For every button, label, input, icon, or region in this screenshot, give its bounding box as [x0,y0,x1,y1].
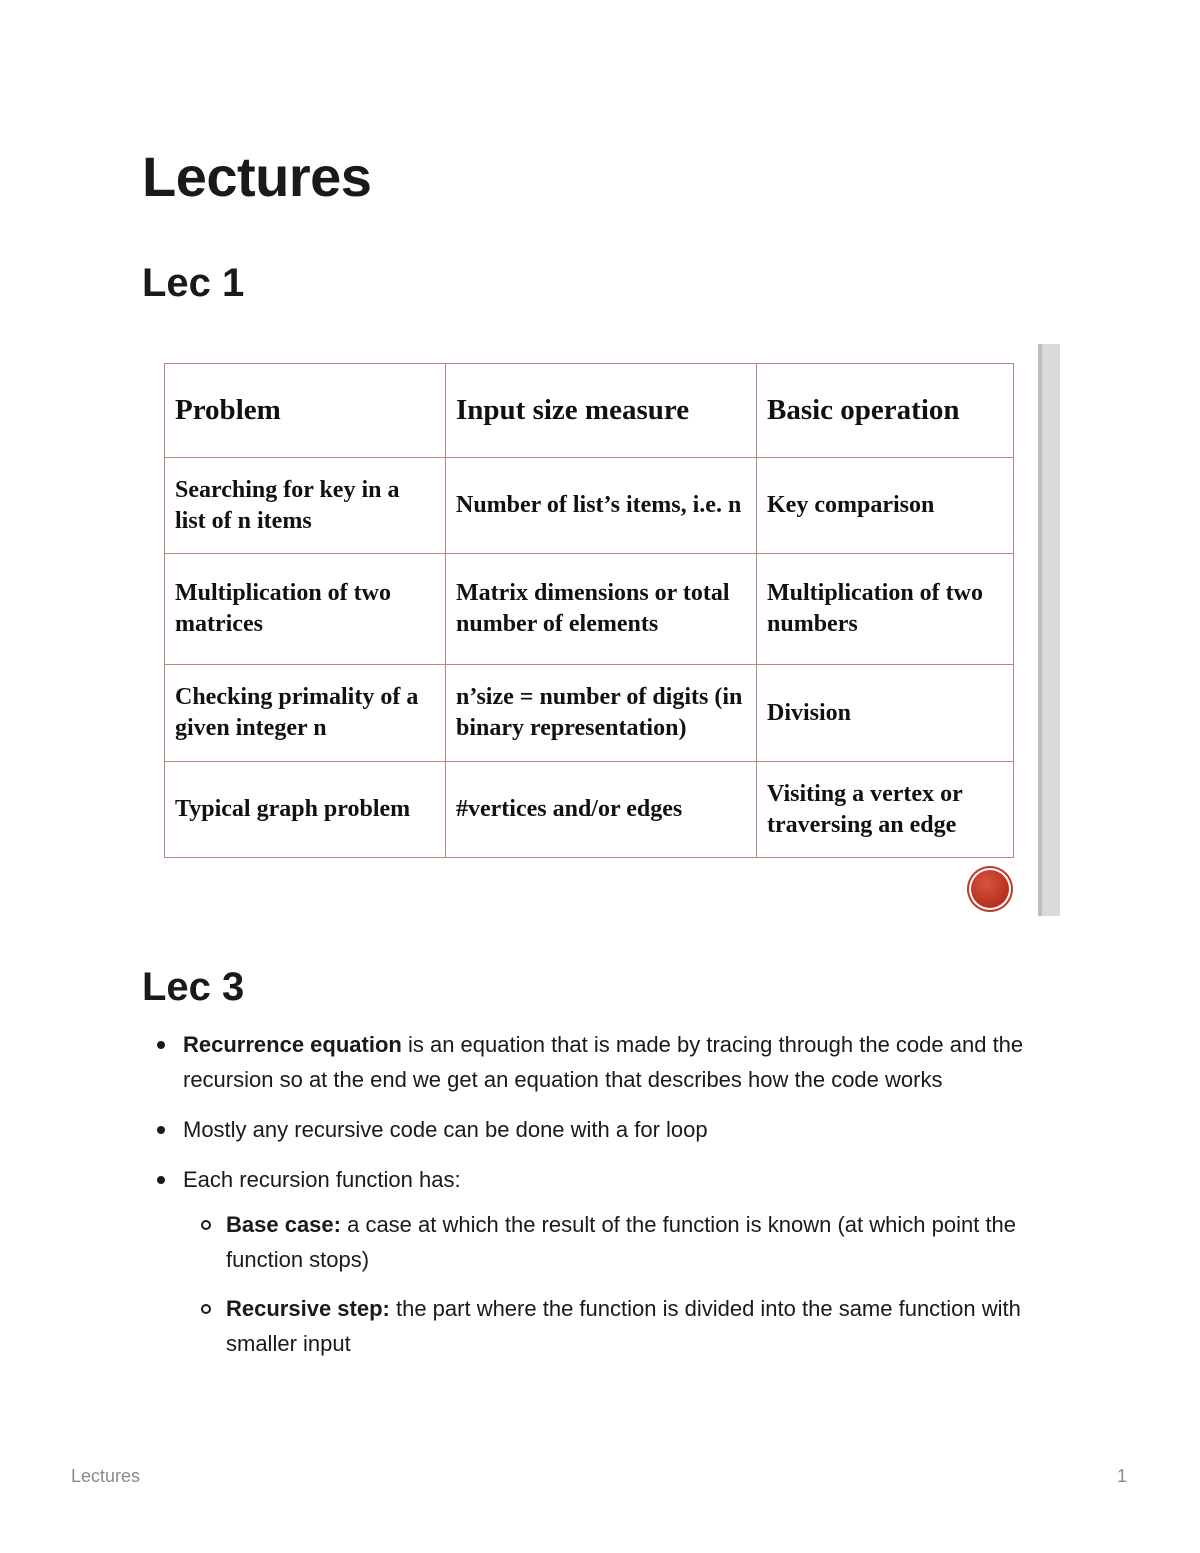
table-cell: Key comparison [757,458,1014,554]
table-header-cell: Input size measure [446,364,757,458]
sub-list-item [226,1291,1063,1361]
table-cell: Checking primality of a given integer n [165,665,446,762]
bullet-text: Mostly any recursive code can be done with a for loop [183,1117,708,1142]
bullet-text: is an equation that is made by tracing through the code and the recursion so at the end we get an equation that describes how the code works [183,1032,1024,1092]
lec3-sub-bullet-list [183,1207,1063,1361]
footer-page-number: 1 [1117,1466,1128,1486]
lec1-heading: Lec 1 [142,261,245,305]
lecture-slide-image [164,344,1060,918]
bullet-term: Recurrence equation [183,1032,402,1057]
table-cell: Searching for key in a list of n items [165,458,446,554]
list-item [183,1162,1063,1361]
slide-decoration-dot-icon [971,870,1009,908]
table-header-row [165,364,1014,458]
table-row [165,665,1014,762]
bullet-term: Recursive step: [226,1296,390,1321]
page-title: Lectures [142,145,372,208]
bullet-text: the part where the function is divided into the same function with smaller input [226,1296,1021,1356]
table-cell: Multiplication of two matrices [165,554,446,665]
bullet-text: a case at which the result of the function is known (at which point the function stops) [226,1212,1017,1272]
table-cell: #vertices and/or edges [446,762,757,858]
list-item [183,1027,1063,1097]
sub-list-item [226,1207,1063,1277]
table-header-cell: Problem [165,364,446,458]
table-cell: Matrix dimensions or total number of elements [446,554,757,665]
list-item [183,1112,1063,1147]
table-cell: n’size = number of digits (in binary representation) [446,665,757,762]
table-row [165,458,1014,554]
lec3-heading: Lec 3 [142,965,245,1009]
lec3-bullet-list [183,1027,1063,1376]
bullet-term: Base case: [226,1212,341,1237]
table-cell: Typical graph problem [165,762,446,858]
table-row [165,762,1014,858]
table-cell: Multiplication of two numbers [757,554,1014,665]
table-cell: Division [757,665,1014,762]
bullet-text: Each recursion function has: [183,1167,461,1192]
slide-side-bar [1038,344,1060,916]
table-header-cell: Basic operation [757,364,1014,458]
table-cell: Visiting a vertex or traversing an edge [757,762,1014,858]
table-cell: Number of list’s items, i.e. n [446,458,757,554]
footer-document-title: Lectures [71,1466,141,1486]
table-row [165,554,1014,665]
complexity-table [164,363,1014,858]
